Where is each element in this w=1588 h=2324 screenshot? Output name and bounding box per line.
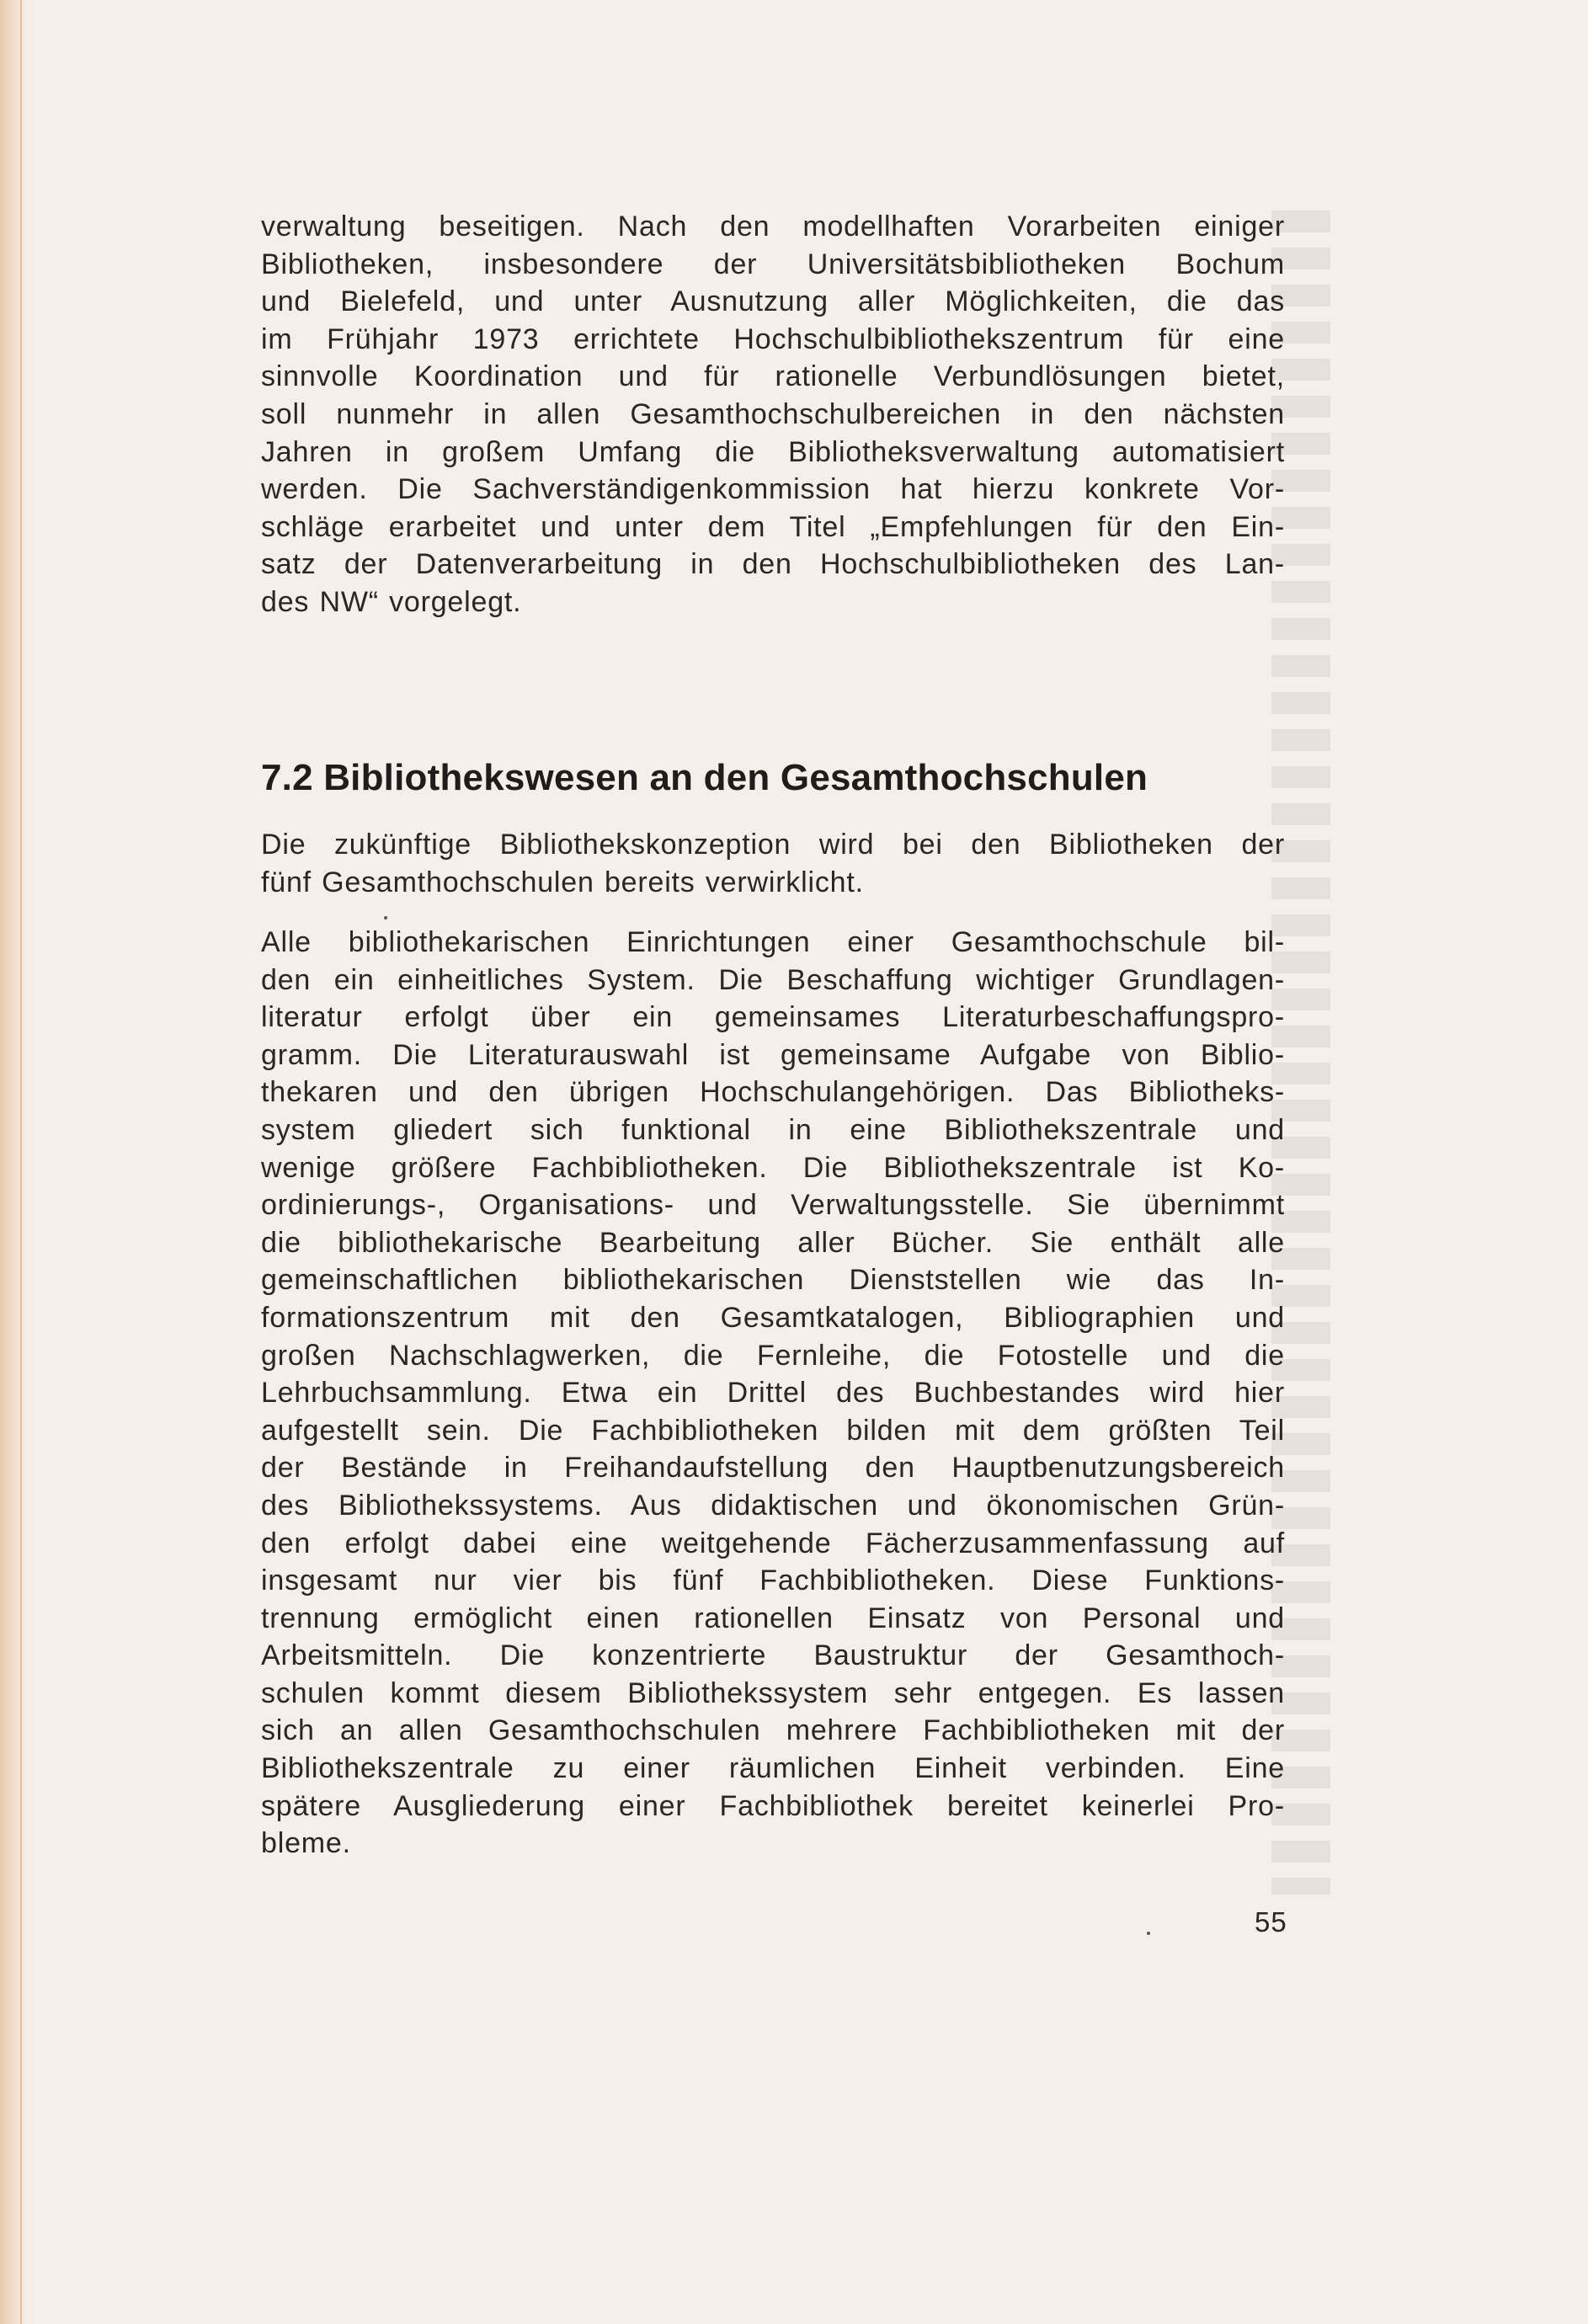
text-line: literatur erfolgt über ein gemeinsames Literaturbeschaffungspro-	[261, 1001, 1285, 1034]
text-line: trennung ermöglicht einen rationellen Einsatz von Personal und	[261, 1602, 1285, 1634]
text-line: fünf Gesamthochschulen bereits verwirklicht.	[261, 866, 864, 898]
text-line: Jahren in großem Umfang die Bibliotheksverwaltung automatisiert	[261, 435, 1285, 468]
text-line: Lehrbuchsammlung. Etwa ein Drittel des Buchbestandes wird hier	[261, 1377, 1285, 1410]
text-line: Alle bibliothekarischen Einrichtungen einer Gesamthochschule bil-	[261, 926, 1285, 958]
text-line: formationszentrum mit den Gesamtkatalogen, Bibliographien und	[261, 1301, 1285, 1334]
text-line: sinnvolle Koordination und für rationelle Verbundlösungen bietet,	[261, 360, 1285, 393]
text-line: im Frühjahr 1973 errichtete Hochschulbibliothekszentrum für eine	[261, 322, 1285, 355]
paragraph-1	[261, 208, 1285, 621]
paragraph-2	[261, 826, 1285, 901]
text-line: schulen kommt diesem Bibliothekssystem sehr entgegen. Es lassen	[261, 1676, 1285, 1709]
text-line: gramm. Die Literaturauswahl ist gemeinsame Aufgabe von Biblio-	[261, 1038, 1285, 1071]
section-heading: 7.2 Bibliothekswesen an den Gesamthochschulen	[261, 757, 1148, 798]
text-line: spätere Ausgliederung einer Fachbibliothek bereitet keinerlei Pro-	[261, 1789, 1285, 1822]
text-line: des Bibliothekssystems. Aus didaktischen und ökonomischen Grün-	[261, 1489, 1285, 1522]
text-line: des NW“ vorgelegt.	[261, 585, 522, 618]
text-line: und Bielefeld, und unter Ausnutzung aller Möglichkeiten, die das	[261, 285, 1285, 318]
page-edge	[0, 0, 29, 2324]
text-line: wenige größere Fachbibliotheken. Die Bibliothekszentrale ist Ko-	[261, 1151, 1285, 1184]
text-line: Bibliothekszentrale zu einer räumlichen Einheit verbinden. Eine	[261, 1752, 1285, 1785]
text-line: Arbeitsmitteln. Die konzentrierte Baustruktur der Gesamthoch-	[261, 1639, 1285, 1672]
print-speck	[1147, 1932, 1150, 1935]
text-line: sich an allen Gesamthochschulen mehrere Fachbibliotheken mit der	[261, 1714, 1285, 1747]
text-line: die bibliothekarische Bearbeitung aller Bücher. Sie enthält alle	[261, 1226, 1285, 1259]
text-line: werden. Die Sachverständigenkommission hat hierzu konkrete Vor-	[261, 473, 1285, 506]
page-edge-line	[20, 0, 22, 2324]
text-line: den erfolgt dabei eine weitgehende Fächerzusammenfassung auf	[261, 1527, 1285, 1559]
text-line: ordinierungs-, Organisations- und Verwaltungsstelle. Sie übernimmt	[261, 1189, 1285, 1222]
text-line: thekaren und den übrigen Hochschulangehörigen. Das Bibliotheks-	[261, 1076, 1285, 1109]
text-line: satz der Datenverarbeitung in den Hochschulbibliotheken des Lan-	[261, 548, 1285, 581]
text-line: schläge erarbeitet und unter dem Titel „Empfehlungen für den Ein-	[261, 510, 1285, 543]
page-number: 55	[1255, 1906, 1287, 1938]
text-line: bleme.	[261, 1827, 351, 1860]
print-speck	[384, 916, 387, 919]
text-line: aufgestellt sein. Die Fachbibliotheken bilden mit dem größten Teil	[261, 1414, 1285, 1447]
text-line: insgesamt nur vier bis fünf Fachbibliotheken. Diese Funktions-	[261, 1564, 1285, 1597]
text-line: gemeinschaftlichen bibliothekarischen Dienststellen wie das In-	[261, 1264, 1285, 1297]
text-line: großen Nachschlagwerken, die Fernleihe, die Fotostelle und die	[261, 1339, 1285, 1372]
text-line: verwaltung beseitigen. Nach den modellhaften Vorarbeiten einiger	[261, 211, 1285, 243]
paragraph-3	[261, 924, 1285, 1863]
text-line: system gliedert sich funktional in eine Bibliothekszentrale und	[261, 1113, 1285, 1146]
text-line: Die zukünftige Bibliothekskonzeption wird bei den Bibliotheken der	[261, 829, 1285, 861]
text-line: Bibliotheken, insbesondere der Universitätsbibliotheken Bochum	[261, 248, 1285, 280]
text-line: soll nunmehr in allen Gesamthochschulbereichen in den nächsten	[261, 397, 1285, 430]
text-line: den ein einheitliches System. Die Beschaffung wichtiger Grundlagen-	[261, 963, 1285, 996]
text-line: der Bestände in Freihandaufstellung den Hauptbenutzungsbereich	[261, 1452, 1285, 1484]
